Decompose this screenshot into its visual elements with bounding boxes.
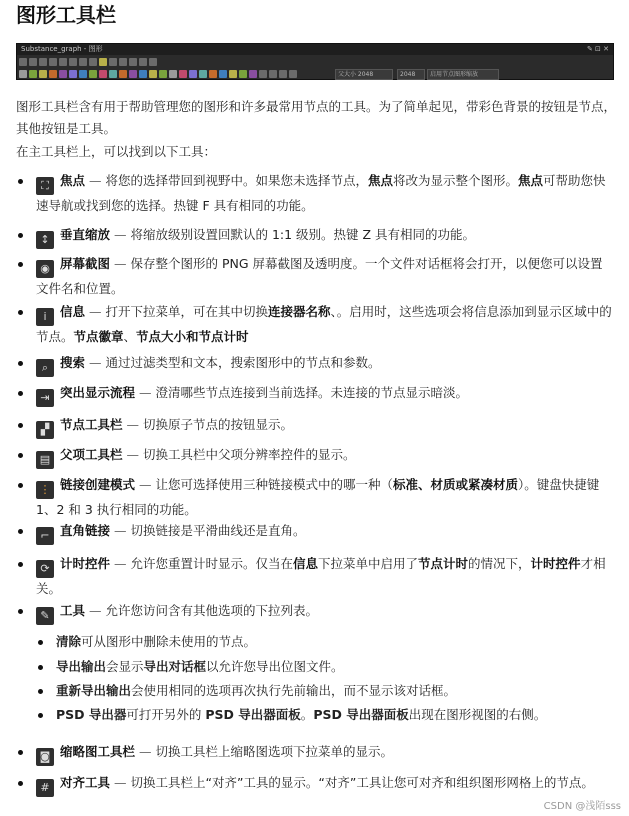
zoom-reset-icon: ↕: [36, 231, 54, 249]
node-button[interactable]: [129, 70, 137, 78]
bullet: [18, 562, 23, 567]
search-icon: ⌕: [36, 359, 54, 377]
search-button[interactable]: [59, 58, 67, 66]
node-button[interactable]: [269, 70, 277, 78]
desc-text: 才相关。: [36, 556, 606, 596]
em-dash: —: [89, 304, 102, 319]
list-item-text: [36, 352, 612, 377]
node-button[interactable]: [89, 70, 97, 78]
node-button[interactable]: [169, 70, 177, 78]
desc-text: 允许您重置计时显示。仅当在: [126, 556, 293, 571]
bullet: [18, 483, 23, 488]
desc-text: 切换工具栏中父项分辨率控件的显示。: [139, 447, 356, 462]
intro-paragraph: 图形工具栏含有用于帮助管理您的图形和许多最常用节点的工具。为了简单起见，带彩色背景的按钮是节点，其他按钮是工具。: [16, 99, 617, 136]
bullet: [18, 391, 23, 396]
info-icon: i: [36, 308, 54, 326]
timer-icon: ⟳: [36, 560, 54, 578]
bullet: [18, 233, 23, 238]
node-button[interactable]: [29, 70, 37, 78]
tool-name: 屏幕截图: [60, 256, 111, 271]
zoom-button[interactable]: [29, 58, 37, 66]
tool-name: 对齐工具: [60, 775, 111, 790]
desc-text: 将缩放级别设置回默认的 1:1 级别。热键 Z 具有相同的功能。: [126, 227, 476, 242]
desc-text: 可帮助您快速导航或找到您的选择。热键 F 具有相同的功能。: [36, 173, 606, 213]
desc-text: 下拉菜单中启用了: [318, 556, 419, 571]
node-button[interactable]: [229, 70, 237, 78]
desc-text: 切换原子节点的按钮显示。: [139, 417, 293, 432]
tool-name: 垂直缩放: [60, 227, 111, 242]
node-button[interactable]: [219, 70, 227, 78]
desc-text: ）。键盘快捷键 1、2 和 3 执行相同的功能。: [36, 477, 600, 517]
timer-button[interactable]: [119, 58, 127, 66]
bullet: [38, 689, 43, 694]
desc-text: 通过过滤类型和文本，搜索图形中的节点和参数。: [101, 355, 381, 370]
node-button[interactable]: [99, 70, 107, 78]
bullet: [18, 609, 23, 614]
node-button[interactable]: [249, 70, 257, 78]
bold-term: PSD 导出器面板: [205, 707, 301, 722]
watermark: CSDN @浅陌sss: [543, 801, 621, 812]
desc-text: 将您的选择带回到视野中。如果您未选择节点，: [101, 173, 368, 188]
parent-size-field[interactable]: 父大小 2048: [335, 69, 393, 80]
node-button[interactable]: [199, 70, 207, 78]
bullet: [18, 361, 23, 366]
toolbar-row-tools: [19, 56, 157, 67]
desc-text: 可从图形中删除未使用的节点。: [81, 634, 257, 649]
list-item-text: [36, 772, 612, 797]
desc-text: 、: [330, 304, 337, 319]
list-item-text: [36, 414, 612, 439]
toolbar-screenshot: [16, 43, 614, 80]
sub-list-item: [56, 631, 616, 653]
node-button[interactable]: [189, 70, 197, 78]
node-button[interactable]: [59, 70, 67, 78]
node-button[interactable]: [79, 70, 87, 78]
node-button[interactable]: [259, 70, 267, 78]
screenshot-button[interactable]: [39, 58, 47, 66]
window-title: Substance_graph - 图形: [21, 45, 103, 53]
node-button[interactable]: [159, 70, 167, 78]
tool-name: 搜索: [60, 355, 86, 370]
em-dash: —: [114, 227, 127, 242]
tool-name: 父项工具栏: [60, 447, 123, 462]
bold-term: 计时控件: [530, 556, 581, 571]
bullet: [18, 453, 23, 458]
desc-text: 切换工具栏上缩略图选项下拉菜单的显示。: [151, 744, 393, 759]
bullet: [18, 423, 23, 428]
bold-term: 清除: [56, 634, 82, 649]
bullet: [38, 713, 43, 718]
em-dash: —: [114, 523, 127, 538]
tool-name: 节点工具栏: [60, 417, 123, 432]
link-mode-icon: ⋮: [36, 481, 54, 499]
node-button[interactable]: [49, 70, 57, 78]
right-angle-button[interactable]: [109, 58, 117, 66]
node-button[interactable]: [279, 70, 287, 78]
node-button[interactable]: [119, 70, 127, 78]
tool-name: 工具: [60, 603, 86, 618]
em-dash: —: [126, 417, 139, 432]
node-button[interactable]: [19, 70, 27, 78]
bold-term: 节点大小和节点计时: [136, 329, 249, 344]
list-item-text: [36, 301, 612, 348]
bullet: [38, 665, 43, 670]
page-title: 图形工具栏: [16, 3, 116, 27]
tool-name: 焦点: [60, 173, 86, 188]
bullet: [18, 179, 23, 184]
tool-name: 计时控件: [60, 556, 111, 571]
sub-list-item: [56, 680, 616, 702]
window-controls[interactable]: ✎ ⊡ ✕: [586, 45, 609, 53]
bold-term: 信息: [292, 556, 318, 571]
node-button[interactable]: [149, 70, 157, 78]
bold-term: 导出输出: [56, 659, 107, 674]
node-button[interactable]: [209, 70, 217, 78]
size-field[interactable]: 2048: [397, 69, 425, 80]
node-button[interactable]: [239, 70, 247, 78]
desc-text: 保存整个图形的 PNG 屏幕截图及透明度。一个文件对话框将会打开，以便您可以设置文件名和位置。: [36, 256, 603, 296]
bold-term: 节点计时: [418, 556, 469, 571]
bullet: [18, 781, 23, 786]
thumbnail-button[interactable]: [139, 58, 147, 66]
node-toolbar-icon: ▞: [36, 421, 54, 439]
toolbar-row-nodes: [19, 68, 297, 79]
camera-icon: ◉: [36, 260, 54, 278]
intro-paragraph-2: 在主工具栏上，可以找到以下工具：: [16, 144, 217, 159]
em-dash: —: [139, 744, 152, 759]
bold-term: 标准、材质或紧凑材质: [392, 477, 518, 492]
tool-name: 直角链接: [60, 523, 111, 538]
tool-name: 链接创建模式: [60, 477, 136, 492]
list-item-text: [36, 224, 612, 249]
tool-name: 缩略图工具栏: [60, 744, 136, 759]
desc-text: 让您可选择使用三种链接模式中的哪一种（: [151, 477, 393, 492]
thumbnail-toolbar-icon: ◙: [36, 748, 54, 766]
node-button[interactable]: [109, 70, 117, 78]
em-dash: —: [126, 447, 139, 462]
desc-text: 出现在图形视图的右侧。: [408, 707, 547, 722]
list-item-text: [36, 741, 612, 766]
node-button[interactable]: [39, 70, 47, 78]
node-scale-toggle[interactable]: 启用节点图形缩放: [427, 69, 499, 80]
bold-term: PSD 导出器: [56, 707, 127, 722]
bullet: [18, 750, 23, 755]
node-button[interactable]: [139, 70, 147, 78]
align-button[interactable]: [149, 58, 157, 66]
desc-text: 以允许您导出位图文件。: [206, 659, 344, 674]
link-mode-button[interactable]: [99, 58, 107, 66]
tool-name: 突出显示流程: [60, 385, 136, 400]
em-dash: —: [139, 385, 152, 400]
bullet: [18, 310, 23, 315]
desc-text: 打开下拉菜单，可在其中切换: [101, 304, 268, 319]
sub-list-item: [56, 704, 616, 726]
em-dash: —: [89, 603, 102, 618]
desc-text: 。: [300, 707, 314, 722]
node-button[interactable]: [179, 70, 187, 78]
tool-name: 信息: [60, 304, 86, 319]
desc-text: 可打开另外的: [126, 707, 206, 722]
desc-text: 会使用相同的选项再次执行先前输出，而不显示该对话框。: [131, 683, 457, 698]
right-angle-link-icon: ⌐: [36, 527, 54, 545]
node-button[interactable]: [69, 70, 77, 78]
em-dash: —: [114, 556, 127, 571]
bold-term: PSD 导出器面板: [313, 707, 409, 722]
align-tools-icon: #: [36, 779, 54, 797]
node-toolbar-button[interactable]: [79, 58, 87, 66]
bullet: [18, 529, 23, 534]
bullet: [18, 262, 23, 267]
tools-button[interactable]: [129, 58, 137, 66]
tools-icon: ✎: [36, 607, 54, 625]
em-dash: —: [89, 355, 102, 370]
desc-text: 允许您访问含有其他选项的下拉列表。: [101, 603, 318, 618]
list-item-text: [36, 600, 612, 625]
focus-icon: ⛶: [36, 177, 54, 195]
em-dash: —: [114, 256, 127, 271]
bold-term: 焦点: [518, 173, 544, 188]
desc-text: 切换链接是平滑曲线还是直角。: [126, 523, 306, 538]
list-item-text: [36, 474, 612, 521]
bullet: [38, 640, 43, 645]
em-dash: —: [114, 775, 127, 790]
list-item-text: [36, 382, 612, 407]
info-button[interactable]: [49, 58, 57, 66]
em-dash: —: [89, 173, 102, 188]
desc-text: 。启用时，这些选项会将信息添加到显示区域中的节点。: [36, 304, 612, 344]
desc-text: 、: [123, 329, 137, 344]
parent-toolbar-icon: ▤: [36, 451, 54, 469]
bold-term: 连接器名称: [267, 304, 331, 319]
bold-term: 节点徽章: [73, 329, 124, 344]
desc-text: 的情况下，: [468, 556, 531, 571]
node-button[interactable]: [289, 70, 297, 78]
list-item-text: [36, 253, 612, 300]
desc-text: 切换工具栏上“对齐”工具的显示。“对齐”工具让您可对齐和组织图形网格上的节点。: [126, 775, 594, 790]
list-item-text: [36, 520, 612, 545]
desc-text: 会显示: [106, 659, 144, 674]
toolbar-titlebar: [17, 44, 613, 55]
list-item-text: [36, 553, 612, 600]
desc-text: 澄清哪些节点连接到当前选择。未连接的节点显示暗淡。: [151, 385, 468, 400]
bold-term: 导出对话框: [143, 659, 207, 674]
focus-button[interactable]: [19, 58, 27, 66]
list-item-text: [36, 170, 612, 217]
list-item-text: [36, 444, 612, 469]
highlight-flow-icon: ⇥: [36, 389, 54, 407]
em-dash: —: [139, 477, 152, 492]
parent-toolbar-button[interactable]: [89, 58, 97, 66]
bold-term: 焦点: [367, 173, 393, 188]
highlight-button[interactable]: [69, 58, 77, 66]
bold-term: 重新导出输出: [56, 683, 132, 698]
desc-text: 将改为显示整个图形。: [393, 173, 519, 188]
sub-list-item: [56, 656, 616, 678]
